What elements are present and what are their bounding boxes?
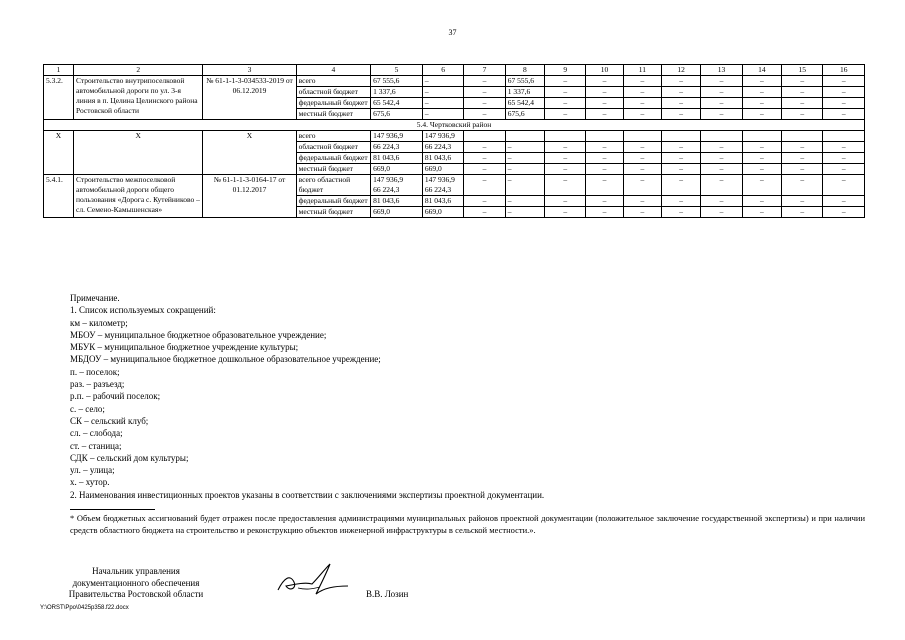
- value-col-14: –: [742, 207, 781, 218]
- value-col-14: –: [742, 175, 781, 196]
- column-header: 8: [505, 65, 544, 76]
- signatory-line-1: Начальник управления: [92, 566, 180, 576]
- value-col-6: 669,0: [422, 207, 463, 218]
- value-col-6: –: [422, 76, 463, 87]
- value-col-6: –: [422, 87, 463, 98]
- value-col-8: –: [505, 153, 544, 164]
- funding-source: местный бюджет: [296, 164, 371, 175]
- value-col-12: –: [661, 153, 700, 164]
- note-line: МБОУ – муниципальное бюджетное образовательное учреждение;: [70, 329, 327, 340]
- column-header: 9: [545, 65, 586, 76]
- value-col-11: –: [623, 98, 661, 109]
- note-line: МБДОУ – муниципальное бюджетное дошкольное образовательное учреждение;: [70, 354, 381, 365]
- value-col-11: –: [623, 109, 661, 120]
- value-col-7: –: [464, 164, 505, 175]
- value-col-9: –: [545, 164, 586, 175]
- value-col-13: –: [701, 76, 742, 87]
- value-col-16: –: [823, 76, 865, 87]
- value-col-15: [782, 131, 823, 142]
- value-col-6: 147 936,9: [422, 131, 463, 142]
- header-row: [44, 65, 865, 76]
- row-number: 5.3.2.: [44, 76, 74, 120]
- value-col-8: –: [505, 164, 544, 175]
- value-col-7: –: [464, 142, 505, 153]
- value-col-10: –: [586, 164, 623, 175]
- value-col-15: –: [782, 175, 823, 196]
- note-line: Примечание.: [70, 293, 120, 303]
- section-title: 5.4. Чертковский район: [44, 120, 865, 131]
- table-row: [44, 76, 865, 87]
- table-row: [44, 175, 865, 196]
- value-col-10: –: [586, 98, 623, 109]
- funding-source: областной бюджет: [296, 142, 371, 153]
- value-col-10: [586, 131, 623, 142]
- note-line: СК – сельский клуб;: [70, 415, 149, 426]
- value-col-15: –: [782, 153, 823, 164]
- value-col-16: –: [823, 98, 865, 109]
- value-col-9: –: [545, 196, 586, 207]
- value-col-5: 1 337,6: [371, 87, 423, 98]
- note-line: СДК – сельский дом культуры;: [70, 452, 189, 463]
- note-line: х. – хутор.: [70, 477, 110, 488]
- value-col-12: –: [661, 98, 700, 109]
- value-col-11: –: [623, 207, 661, 218]
- project-name: X: [74, 131, 203, 175]
- value-col-5: 669,0: [371, 164, 423, 175]
- signatory-name: В.В. Лозин: [366, 589, 409, 599]
- value-col-14: [742, 131, 781, 142]
- value-col-16: –: [823, 196, 865, 207]
- value-col-16: –: [823, 142, 865, 153]
- value-col-14: –: [742, 164, 781, 175]
- value-col-7: –: [464, 207, 505, 218]
- signatory-line-2: документационного обеспечения: [72, 577, 200, 588]
- value-col-5: 66 224,3: [371, 142, 423, 153]
- value-col-7: –: [464, 98, 505, 109]
- value-col-12: [661, 131, 700, 142]
- funding-source: местный бюджет: [296, 109, 371, 120]
- value-col-14: –: [742, 142, 781, 153]
- value-col-11: –: [623, 142, 661, 153]
- value-col-16: –: [823, 87, 865, 98]
- file-path: Y:\ORST\Ppo\0425p358.f22.docx: [40, 605, 129, 611]
- value-col-11: –: [623, 175, 661, 196]
- value-col-8: –: [505, 196, 544, 207]
- section-row: [44, 120, 865, 131]
- funding-source: местный бюджет: [296, 207, 371, 218]
- value-col-14: –: [742, 196, 781, 207]
- value-col-8: –: [505, 142, 544, 153]
- column-header: 16: [823, 65, 865, 76]
- value-col-12: –: [661, 164, 700, 175]
- value-col-9: –: [545, 175, 586, 196]
- value-col-6: 669,0: [422, 164, 463, 175]
- value-col-11: [623, 131, 661, 142]
- value-col-9: –: [545, 87, 586, 98]
- column-header: 12: [661, 65, 700, 76]
- value-col-15: –: [782, 98, 823, 109]
- funding-source: областной бюджет: [296, 87, 371, 98]
- value-col-12: –: [661, 142, 700, 153]
- column-header: 3: [203, 65, 296, 76]
- value-col-15: –: [782, 196, 823, 207]
- column-header: 7: [464, 65, 505, 76]
- value-col-7: –: [464, 196, 505, 207]
- value-col-10: –: [586, 196, 623, 207]
- value-col-5: 147 936,9 66 224,3: [371, 175, 423, 196]
- value-col-13: –: [701, 87, 742, 98]
- page-number: 37: [448, 28, 457, 37]
- value-col-16: –: [823, 175, 865, 196]
- value-col-6: –: [422, 109, 463, 120]
- value-col-15: –: [782, 164, 823, 175]
- value-col-5: 147 936,9: [371, 131, 423, 142]
- value-col-14: –: [742, 76, 781, 87]
- value-col-12: –: [661, 175, 700, 196]
- value-col-11: –: [623, 164, 661, 175]
- column-header: 13: [701, 65, 742, 76]
- notes-section: [70, 292, 544, 501]
- budget-table: [43, 64, 865, 218]
- expertise-number: № 61-1-1-3-0164-17 от 01.12.2017: [203, 175, 296, 218]
- value-col-16: –: [823, 207, 865, 218]
- value-col-9: [545, 131, 586, 142]
- value-col-15: –: [782, 207, 823, 218]
- value-col-11: –: [623, 87, 661, 98]
- value-col-7: –: [464, 109, 505, 120]
- value-col-9: –: [545, 76, 586, 87]
- value-col-9: –: [545, 109, 586, 120]
- funding-source: федеральный бюджет: [296, 153, 371, 164]
- value-col-5: 81 043,6: [371, 153, 423, 164]
- value-col-15: –: [782, 109, 823, 120]
- column-header: 14: [742, 65, 781, 76]
- value-col-8: 67 555,6: [505, 76, 544, 87]
- value-col-7: –: [464, 175, 505, 196]
- note-line: МБУК – муниципальное бюджетное учреждение культуры;: [70, 342, 299, 353]
- value-col-7: –: [464, 87, 505, 98]
- value-col-12: –: [661, 109, 700, 120]
- note-line: км – километр;: [70, 317, 128, 328]
- value-col-6: 81 043,6: [422, 196, 463, 207]
- handwritten-signature-icon: [272, 560, 352, 600]
- value-col-13: [701, 131, 742, 142]
- value-col-12: –: [661, 207, 700, 218]
- note-line: 2. Наименования инвестиционных проектов указаны в соответствии с заключениями экспертизы проектной документации.: [70, 489, 545, 500]
- value-col-6: –: [422, 98, 463, 109]
- value-col-12: –: [661, 196, 700, 207]
- funding-source: всего областной бюджет: [296, 175, 371, 196]
- value-col-9: –: [545, 142, 586, 153]
- value-col-13: –: [701, 153, 742, 164]
- value-col-14: –: [742, 98, 781, 109]
- value-col-10: –: [586, 207, 623, 218]
- value-col-6: 147 936,9 66 224,3: [422, 175, 463, 196]
- value-col-15: –: [782, 142, 823, 153]
- column-header: 4: [296, 65, 371, 76]
- signatory-line-3: Правительства Ростовской области: [68, 589, 204, 599]
- value-col-5: 669,0: [371, 207, 423, 218]
- note-line: п. – поселок;: [70, 366, 120, 377]
- value-col-8: –: [505, 175, 544, 196]
- value-col-14: –: [742, 109, 781, 120]
- value-col-9: –: [545, 153, 586, 164]
- value-col-10: –: [586, 175, 623, 196]
- value-col-8: 1 337,6: [505, 87, 544, 98]
- value-col-13: –: [701, 196, 742, 207]
- value-col-13: –: [701, 164, 742, 175]
- value-col-10: –: [586, 142, 623, 153]
- signatory-title: [56, 566, 216, 601]
- value-col-13: –: [701, 207, 742, 218]
- note-line: ст. – станица;: [70, 440, 122, 451]
- row-number: X: [44, 131, 74, 175]
- column-header: 2: [74, 65, 203, 76]
- funding-source: всего: [296, 76, 371, 87]
- value-col-9: –: [545, 207, 586, 218]
- value-col-13: –: [701, 109, 742, 120]
- value-col-16: –: [823, 164, 865, 175]
- column-header: 11: [623, 65, 661, 76]
- value-col-11: –: [623, 76, 661, 87]
- column-header: 15: [782, 65, 823, 76]
- value-col-16: [823, 131, 865, 142]
- project-name: Строительство внутрипоселковой автомобильной дороги по ул. 3-я линия в п. Целина Целинского района Ростовской области: [74, 76, 203, 120]
- value-col-13: –: [701, 175, 742, 196]
- note-line: ул. – улица;: [70, 465, 115, 476]
- value-col-12: –: [661, 76, 700, 87]
- value-col-11: –: [623, 196, 661, 207]
- note-line: 1. Список используемых сокращений:: [70, 305, 216, 316]
- value-col-7: –: [464, 76, 505, 87]
- note-line: сл. – слобода;: [70, 428, 123, 439]
- value-col-6: 66 224,3: [422, 142, 463, 153]
- note-line: р.п. – рабочий поселок;: [70, 391, 161, 402]
- column-header: 6: [422, 65, 463, 76]
- value-col-8: –: [505, 207, 544, 218]
- note-line: с. – село;: [70, 403, 105, 414]
- value-col-16: –: [823, 109, 865, 120]
- note-line: раз. – разъезд;: [70, 379, 125, 390]
- table-row: [44, 131, 865, 142]
- value-col-15: –: [782, 87, 823, 98]
- value-col-5: 675,6: [371, 109, 423, 120]
- column-header: 1: [44, 65, 74, 76]
- project-name: Строительство межпоселковой автомобильной дороги общего пользования «Дорога с. Кутейниково – сл. Семено-Камышенская»: [74, 175, 203, 218]
- value-col-10: –: [586, 153, 623, 164]
- value-col-12: –: [661, 87, 700, 98]
- value-col-7: –: [464, 153, 505, 164]
- value-col-16: –: [823, 153, 865, 164]
- value-col-11: –: [623, 153, 661, 164]
- funding-source: всего: [296, 131, 371, 142]
- value-col-14: –: [742, 153, 781, 164]
- value-col-13: –: [701, 98, 742, 109]
- value-col-8: 65 542,4: [505, 98, 544, 109]
- value-col-6: 81 043,6: [422, 153, 463, 164]
- row-number: 5.4.1.: [44, 175, 74, 218]
- value-col-13: –: [701, 142, 742, 153]
- value-col-5: 81 043,6: [371, 196, 423, 207]
- value-col-10: –: [586, 76, 623, 87]
- value-col-9: –: [545, 98, 586, 109]
- value-col-8: [505, 131, 544, 142]
- expertise-number: X: [203, 131, 296, 175]
- column-header: 10: [586, 65, 623, 76]
- value-col-10: –: [586, 87, 623, 98]
- funding-source: федеральный бюджет: [296, 98, 371, 109]
- funding-source: федеральный бюджет: [296, 196, 371, 207]
- value-col-15: –: [782, 76, 823, 87]
- footnote-divider: [70, 509, 155, 510]
- value-col-5: 67 555,6: [371, 76, 423, 87]
- value-col-8: 675,6: [505, 109, 544, 120]
- value-col-10: –: [586, 109, 623, 120]
- footnote-text: * Объем бюджетных ассигнований будет отражен после предоставления администрациями муниципальных районов проектной документации (положительное заключение государственной экспертизы) и при наличии средств областного бюджета на строительство и реконструкцию объектов инженерной инфраструктуры в сельской местности.».: [70, 513, 865, 535]
- expertise-number: № 61-1-1-3-034533-2019 от 06.12.2019: [203, 76, 296, 120]
- value-col-5: 65 542,4: [371, 98, 423, 109]
- value-col-7: [464, 131, 505, 142]
- column-header: 5: [371, 65, 423, 76]
- value-col-14: –: [742, 87, 781, 98]
